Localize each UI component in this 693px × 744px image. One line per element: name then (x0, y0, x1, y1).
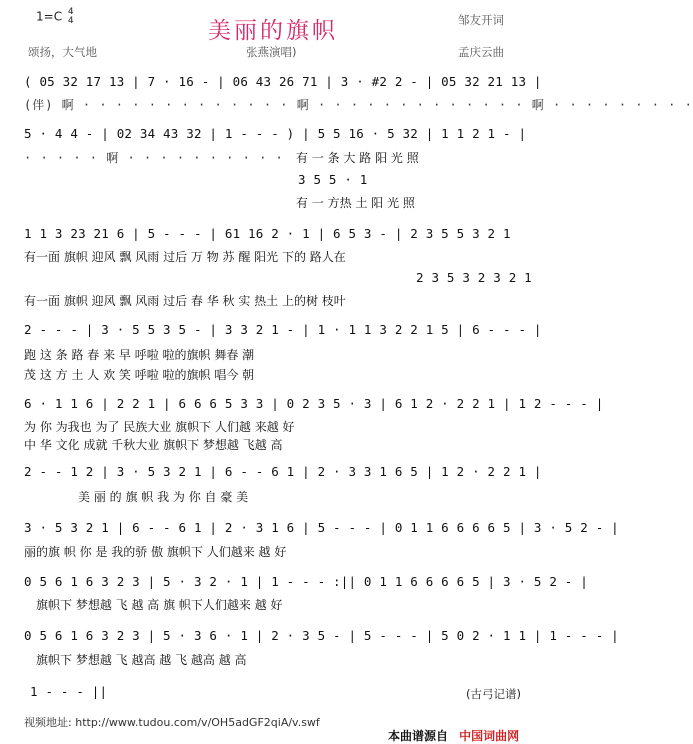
source-site-link[interactable]: 中国词曲网 (459, 729, 520, 743)
notation-line-8: 0 5 6 1 6 3 2 3 | 5 · 3 2 · 1 | 1 - - - :|| 0 1 1 6 6 6 6 5 | 3 · 5 2 - | (24, 574, 588, 589)
vocalise-line-2: · · · · · 啊 · · · · · · · · · · (24, 151, 284, 165)
lyric-line-6: 美 丽 的 旗 帜 我 为 你 自 豪 美 (78, 490, 249, 504)
lyric-line-1: (伴) 啊 · · · · · · · · · · · · · 啊 · · · · · · · · · · · · · 啊 · · · · · · · · · (24, 98, 693, 112)
lyricist-credit: 邹友开词 (458, 13, 504, 27)
lyric-line-2b: 有 一 方热 土 阳 光 照 (296, 196, 415, 210)
source-credit (388, 725, 519, 744)
transcriber-credit: (古弓记谱) (466, 687, 521, 701)
notation-line-2: 5 · 4 4 - | 02 34 43 32 | 1 - - - ) | 5 5 16 · 5 32 | 1 1 2 1 - | (24, 126, 527, 141)
notation-line-3b: 2 3 5 3 2 3 2 1 (416, 270, 532, 285)
lyric-line-9: 旗帜下 梦想越 飞 越高 越 飞 越高 越 高 (36, 653, 247, 667)
lyric-line-2a: 有 一 条 大 路 阳 光 照 (296, 151, 419, 165)
singer-credit: 张燕演唱) (246, 45, 297, 59)
time-denominator: 4 (67, 16, 74, 26)
time-signature (68, 8, 74, 26)
lyric-line-8: 旗帜下 梦想越 飞 越 高 旗 帜下人们越来 越 好 (36, 598, 283, 612)
notation-line-10: 1 - - - || (30, 684, 108, 699)
source-text: 本曲谱源自 (388, 729, 449, 743)
notation-line-4: 2 - - - | 3 · 5 5 3 5 - | 3 3 2 1 - | 1 · 1 1 3 2 2 1 5 | 6 - - - | (24, 322, 542, 337)
time-numerator: 4 (67, 7, 74, 17)
composer-credit: 孟庆云曲 (458, 45, 504, 59)
key-signature-text: 1=C (36, 9, 63, 24)
lyric-line-4b: 茂 这 方 土 人 欢 笑 呼啦 啦的旗帜 唱今 朝 (24, 368, 255, 382)
notation-line-5: 6 · 1 1 6 | 2 2 1 | 6 6 6 5 3 3 | 0 2 3 5 · 3 | 6 1 2 · 2 2 1 | 1 2 - - - | (24, 396, 604, 411)
lyric-line-5b: 中 华 文化 成就 千秋大业 旗帜下 梦想越 飞越 高 (24, 438, 283, 452)
notation-line-1: ( 05 32 17 13 | 7 · 16 - | 06 43 26 71 | 3 · #2 2 - | 05 32 21 13 | (24, 74, 542, 89)
lyric-line-3b: 有一面 旗帜 迎风 飘 风雨 过后 春 华 秋 实 热土 上的树 枝叶 (24, 294, 346, 308)
video-url[interactable]: http://www.tudou.com/v/OH5adGF2qiA/v.swf (75, 716, 320, 729)
lyric-line-5a: 为 你 为我也 为了 民族大业 旗帜下 人们越 来越 好 (24, 420, 295, 434)
notation-line-9: 0 5 6 1 6 3 2 3 | 5 · 3 6 · 1 | 2 · 3 5 - | 5 - - - | 5 0 2 · 1 1 | 1 - - - | (24, 628, 619, 643)
video-label: 视频地址: (24, 716, 72, 729)
notation-line-6: 2 - - 1 2 | 3 · 5 3 2 1 | 6 - - 6 1 | 2 · 3 3 1 6 5 | 1 2 · 2 2 1 | (24, 464, 542, 479)
lyric-line-3a: 有一面 旗帜 迎风 飘 风雨 过后 万 物 苏 醒 阳光 下的 路人在 (24, 250, 346, 264)
song-title: 美丽的旗帜 (208, 18, 338, 44)
video-link[interactable] (24, 714, 320, 730)
lyric-line-7: 丽的旗 帜 你 是 我的骄 傲 旗帜下 人们越来 越 好 (24, 545, 287, 559)
key-signature (36, 8, 74, 26)
notation-line-7: 3 · 5 3 2 1 | 6 - - 6 1 | 2 · 3 1 6 | 5 - - - | 0 1 1 6 6 6 6 5 | 3 · 5 2 - | (24, 520, 619, 535)
notation-line-3: 1 1 3 23 21 6 | 5 - - - | 61 16 2 · 1 | 6 5 3 - | 2 3 5 5 3 2 1 (24, 226, 511, 241)
notation-line-2b: 3 5 5 · 1 (298, 172, 368, 187)
lyric-line-4a: 跑 这 条 路 春 来 早 呼啦 啦的旗帜 舞春 潮 (24, 348, 255, 362)
performance-style: 颂扬，大气地 (28, 45, 97, 59)
